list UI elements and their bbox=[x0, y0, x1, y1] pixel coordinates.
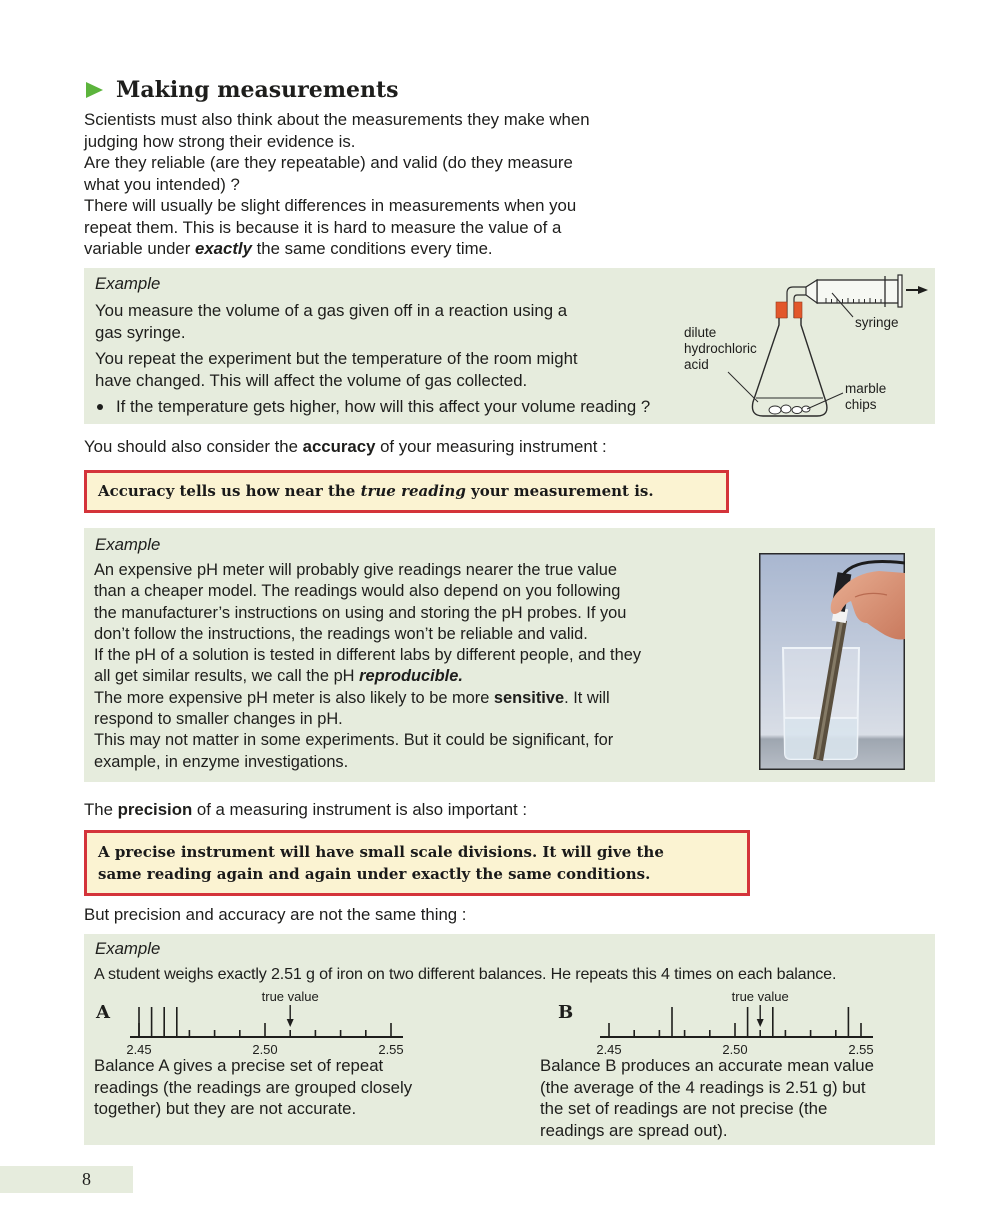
text-run: . It will bbox=[564, 688, 610, 707]
text-line: An expensive pH meter will probably give readings nearer the true value bbox=[94, 561, 617, 579]
page-number-band bbox=[0, 1166, 133, 1193]
tick-label: 2.45 bbox=[126, 1042, 152, 1057]
text-line: gas syringe. bbox=[95, 322, 186, 342]
text-line: (the average of the 4 readings is 2.51 g) but bbox=[540, 1077, 866, 1097]
text-run: all get similar results, we call the pH bbox=[94, 667, 360, 686]
definition-line: same reading again and again under exactly the same conditions. bbox=[98, 864, 651, 883]
text-line: have changed. This will affect the volume of gas collected. bbox=[95, 370, 528, 390]
text-line bbox=[94, 688, 641, 709]
label-dilute: dilute bbox=[684, 325, 717, 340]
tick-label: 2.50 bbox=[722, 1042, 748, 1057]
text-line: If the pH of a solution is tested in different labs by different people, and they bbox=[94, 646, 642, 665]
tick-label: 2.55 bbox=[848, 1042, 874, 1057]
page-number: 8 bbox=[82, 1169, 91, 1189]
text-line: Balance B produces an accurate mean value bbox=[540, 1056, 874, 1075]
arrow-down-icon bbox=[757, 1019, 764, 1027]
intro-line: judging how strong their evidence is. bbox=[84, 131, 356, 151]
term-sensitive: sensitive bbox=[493, 688, 565, 707]
intro-line: There will usually be slight differences in measurements when you bbox=[84, 196, 577, 215]
balance-a-caption bbox=[94, 1055, 412, 1120]
intro-paragraph bbox=[84, 109, 590, 260]
balance-a-scale bbox=[84, 985, 424, 1060]
intro-line: what you intended) ? bbox=[84, 174, 240, 194]
chips-leader-line bbox=[807, 393, 843, 409]
intro-line bbox=[84, 238, 590, 260]
example1-bullet-item bbox=[97, 396, 650, 418]
text-line: together) but they are not accurate. bbox=[94, 1099, 357, 1119]
syringe-plunger-cap bbox=[898, 275, 902, 307]
label-acid: acid bbox=[684, 357, 709, 372]
true-value-label: true value bbox=[731, 989, 789, 1004]
label-syringe: syringe bbox=[855, 315, 899, 330]
syringe-nozzle bbox=[806, 280, 817, 303]
bullet-icon bbox=[97, 404, 103, 410]
true-value-label: true value bbox=[261, 989, 319, 1004]
balance-letter: B bbox=[558, 1002, 574, 1023]
text-line: readings are spread out). bbox=[540, 1121, 728, 1141]
text-run: The more expensive pH meter is also likely to be more bbox=[94, 688, 494, 707]
label-marble: marble bbox=[845, 381, 887, 396]
text-line bbox=[94, 666, 641, 687]
conical-flask bbox=[752, 318, 827, 416]
example1-paragraph-1 bbox=[95, 300, 567, 343]
stopper-right bbox=[794, 302, 802, 318]
text-line: the set of readings are not precise (the bbox=[540, 1099, 828, 1119]
text-run: Accuracy tells us how near the bbox=[98, 482, 361, 500]
text-run: A bbox=[98, 843, 115, 861]
text-line: You measure the volume of a gas given off in a reaction using a bbox=[95, 301, 568, 320]
tick-label: 2.45 bbox=[596, 1042, 622, 1057]
balance-letter: A bbox=[96, 1002, 110, 1023]
text-run: The bbox=[84, 800, 118, 819]
definition-line bbox=[98, 842, 747, 864]
precision-intro bbox=[84, 799, 527, 821]
example-label: Example bbox=[95, 274, 161, 293]
text-line: readings (the readings are grouped closely bbox=[94, 1077, 413, 1097]
example2-paragraph bbox=[94, 560, 641, 773]
syringe-barrel bbox=[817, 280, 898, 303]
text-run: of a measuring instrument is also important : bbox=[192, 800, 528, 819]
contrast-statement: But precision and accuracy are not the same thing : bbox=[84, 905, 467, 924]
text-run: your measurement is. bbox=[465, 482, 654, 500]
term-precise: precise bbox=[114, 843, 176, 861]
balance-statement: A student weighs exactly 2.51 g of iron on two different balances. He repeats this 4 times on each balance. bbox=[94, 965, 837, 983]
intro-line: Scientists must also think about the measurements they make when bbox=[84, 110, 590, 129]
example-label: Example bbox=[95, 939, 161, 958]
accuracy-intro bbox=[84, 436, 607, 458]
intro-line: Are they reliable (are they repeatable) and valid (do they measure bbox=[84, 153, 573, 172]
text-line: respond to smaller changes in pH. bbox=[94, 710, 343, 729]
text-run: the same conditions every time. bbox=[251, 239, 493, 258]
precision-definition-box bbox=[84, 830, 750, 896]
text-line: the manufacturer’s instructions on using and storing the pH probes. If you bbox=[94, 603, 627, 622]
accuracy-definition-box bbox=[84, 470, 729, 513]
label-hydrochloric: hydrochloric bbox=[684, 341, 757, 356]
text-run: of your measuring instrument : bbox=[375, 437, 607, 456]
text-line: Balance A gives a precise set of repeat bbox=[94, 1056, 384, 1075]
example1-paragraph-2 bbox=[95, 348, 578, 391]
text-run: instrument will have small scale divisions. It will give the bbox=[175, 843, 664, 861]
example-label: Example bbox=[95, 535, 161, 554]
acid-leader-line bbox=[728, 372, 758, 402]
ph-probe-in-beaker-photo bbox=[759, 553, 905, 770]
text-line: You repeat the experiment but the temperature of the room might bbox=[95, 349, 578, 368]
arrowhead-icon bbox=[918, 286, 928, 294]
text-run: variable under bbox=[84, 239, 196, 258]
section-heading: Making measurements bbox=[116, 77, 399, 103]
tick-label: 2.55 bbox=[378, 1042, 404, 1057]
text-line: than a cheaper model. The readings would also depend on you following bbox=[94, 582, 621, 601]
term-precision: precision bbox=[117, 800, 193, 819]
label-chips: chips bbox=[845, 397, 877, 412]
tick-label: 2.50 bbox=[252, 1042, 278, 1057]
emphasis-exactly: exactly bbox=[195, 239, 252, 258]
stopper-left bbox=[776, 302, 787, 318]
text-line: This may not matter in some experiments. But it could be significant, for bbox=[94, 731, 614, 750]
emphasis-true-reading: true reading bbox=[360, 482, 466, 500]
intro-line: repeat them. This is because it is hard to measure the value of a bbox=[84, 217, 562, 237]
balance-b-scale bbox=[554, 985, 894, 1060]
arrow-down-icon bbox=[287, 1019, 294, 1027]
balance-b-caption bbox=[540, 1055, 874, 1142]
text-line: example, in enzyme investigations. bbox=[94, 752, 349, 771]
text-line: don’t follow the instructions, the readings won’t be reliable and valid. bbox=[94, 624, 588, 643]
triangle-bullet-icon bbox=[86, 82, 103, 98]
term-accuracy: accuracy bbox=[302, 437, 376, 456]
text-run: You should also consider the bbox=[84, 437, 303, 456]
gas-syringe-apparatus-diagram bbox=[670, 268, 935, 424]
marble-chips bbox=[769, 405, 810, 414]
bullet-text: If the temperature gets higher, how will this affect your volume reading ? bbox=[116, 397, 651, 416]
term-reproducible: reproducible. bbox=[359, 667, 463, 686]
